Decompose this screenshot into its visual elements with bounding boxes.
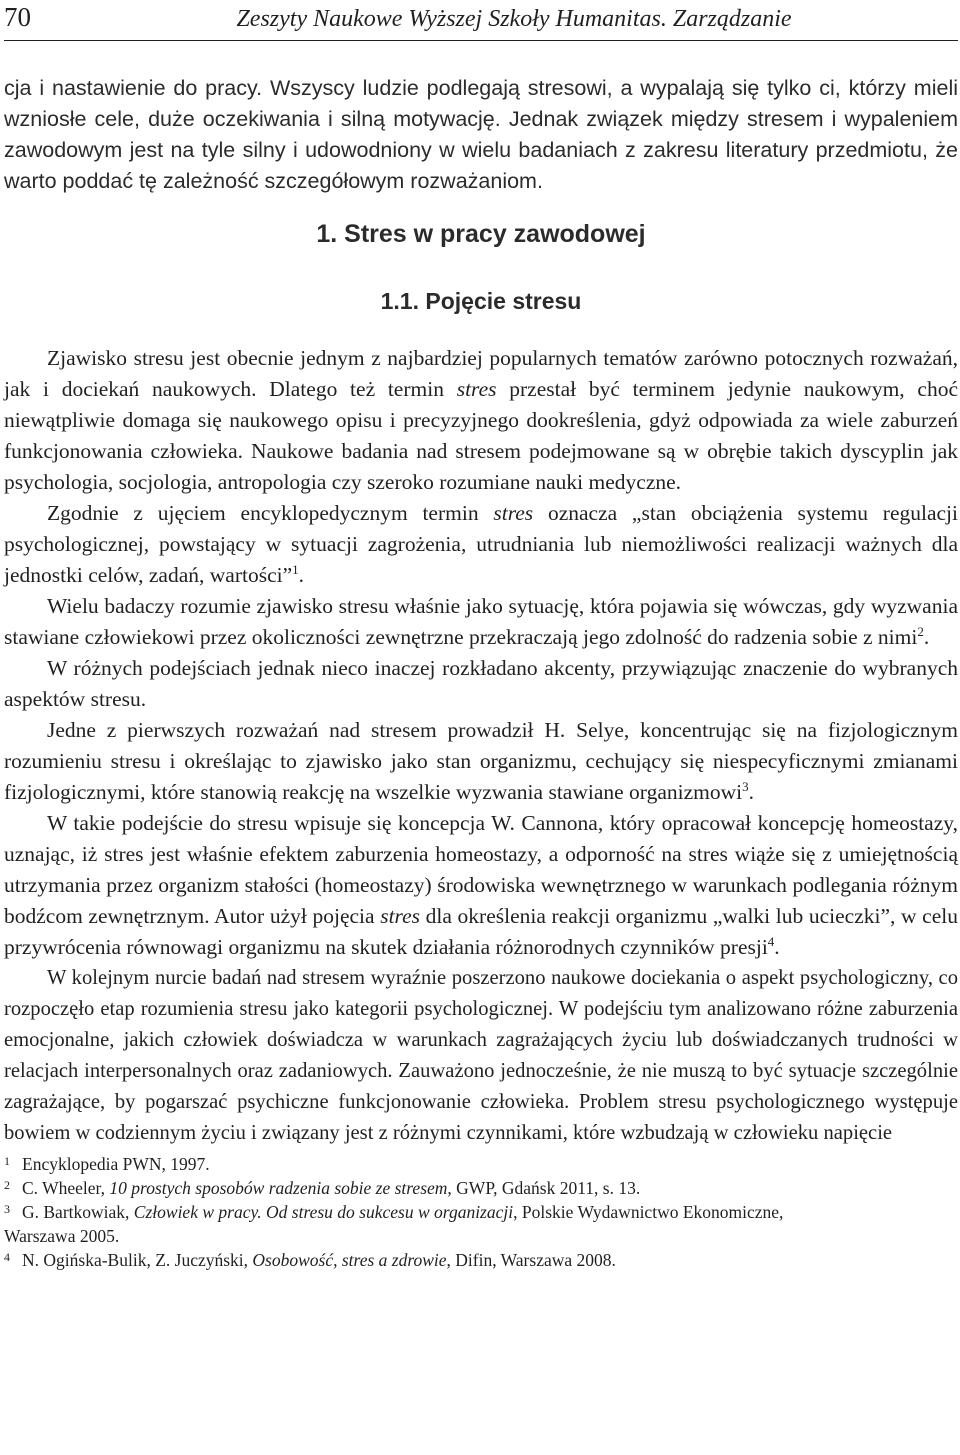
paragraph-3: Wielu badaczy rozumie zjawisko stresu właśnie jako sytuację, która pojawia się wówczas, gdy wyzwania stawiane człowiekowi przez okoliczności zewnętrzne przekraczają jego zdolność do radzenia sobie z nimi$^2$. xyxy=(4,594,958,649)
term-stres: stres xyxy=(380,904,421,928)
paragraph-6: W takie podejście do stresu wpisuje się koncepcja W. Cannona, który opracował koncepcję homeostazy, uznając, iż stres jest właśnie efektem zaburzenia homeostazy, a odporność na stres wiąże się z umiejętnością utrzymania przez organizm stałości (homeostazy) środowiska wewnętrznego w warunkach podlegania różnym bodźcom zewnętrznym. Autor użył pojęcia stres dla określenia reakcji organizmu „walki lub ucieczki”, w celu przywrócenia równowagi organizmu na skutek działania różnorodnych czynników presji$^4$. xyxy=(4,811,958,959)
footnote-number: 1 xyxy=(4,1154,10,1168)
footnotes xyxy=(4,1152,958,1272)
paragraph-4: W różnych podejściach jednak nieco inaczej rozkładano akcenty, przywiązując znaczenie do wybranych aspektów stresu. xyxy=(4,656,958,711)
intro-paragraph: cja i nastawienie do pracy. Wszyscy ludzie podlegają stresowi, a wypalają się tylko ci, którzy mieli wzniosłe cele, duże oczekiwania i silną motywację. Jednak związek między stresem i wypaleniem zawodowym jest na tyle silny i udowodniony w wielu badaniach z zakresu literatury przedmiotu, że warto poddać tę zależność szczegółowym rozważaniom. xyxy=(4,76,958,193)
cited-title: Osobowość, stres a zdrowie xyxy=(252,1250,447,1270)
footnote-ref-1: 1 xyxy=(292,561,299,577)
cited-title: Człowiek w pracy. Od stresu do sukcesu w organizacji xyxy=(133,1202,514,1222)
footnote-number: 3 xyxy=(4,1202,10,1216)
paragraph-2: Zgodnie z ujęciem encyklopedycznym termin stres oznacza „stan obciążenia systemu regulacji psychologicznej, powstający w sytuacji zagrożenia, utrudniania lub niemożliwości realizacji ważnych dla jednostki celów, zadań, wartości”$^1$. xyxy=(4,501,958,587)
footnote-4: 4 N. Ogińska-Bulik, Z. Juczyński, Osobowość, stres a zdrowie, Difin, Warszawa 2008. xyxy=(4,1250,616,1270)
footnote-1: 1 Encyklopedia PWN, 1997. xyxy=(4,1154,210,1174)
paragraph-5: Jedne z pierwszych rozważań nad stresem prowadził H. Selye, koncentrując się na fizjologicznym rozumieniu stresu i określając to zjawisko jako stan organizmu, cechujący się niespecyficznymi zmianami fizjologicznymi, które stanowią reakcję na wszelkie wyzwania stawiane organizmowi$^3$. xyxy=(4,718,958,804)
journal-title: Zeszyty Naukowe Wyższej Szkoły Humanitas. Zarządzanie xyxy=(236,6,792,32)
paragraph-7: W kolejnym nurcie badań nad stresem wyraźnie poszerzono naukowe dociekania o aspekt psychologiczny, co rozpoczęło etap rozumienia stresu jako kategorii psychologicznej. W podejściu tym analizowano różne zaburzenia emocjonalne, jakich człowiek doświadcza w warunkach zagrażających życiu lub doświadczanych trudności w relacjach interpersonalnych oraz zadaniowych. Zauważono jednocześnie, że nie muszą to być sytuacje szczególnie zagrażające, by pogarszać psychiczne funkcjonowanie człowieka. Problem stresu psychologicznego występuje bowiem w codziennym życiu i związany jest z różnymi czynnikami, które wzbudzają w człowieku napięcie xyxy=(4,967,958,1144)
footnote-ref-4: 4 xyxy=(767,933,775,949)
subsection-heading: 1.1. Pojęcie stresu xyxy=(380,288,582,314)
footnote-ref-3: 3 xyxy=(742,778,749,794)
footnote-number: 4 xyxy=(4,1250,10,1264)
footnote-3-continuation: Warszawa 2005. xyxy=(4,1226,120,1246)
footnote-number: 2 xyxy=(4,1178,10,1192)
section-heading: 1. Stres w pracy zawodowej xyxy=(316,220,646,248)
page-number: 70 xyxy=(4,2,31,32)
body-text-upper xyxy=(4,343,958,963)
footnote-2: 2 C. Wheeler, 10 prostych sposobów radzenia sobie ze stresem, GWP, Gdańsk 2011, s. 13. xyxy=(4,1178,641,1198)
footnote-ref-2: 2 xyxy=(917,623,924,639)
intro-text xyxy=(4,73,958,197)
paragraph-1: Zjawisko stresu jest obecnie jednym z najbardziej popularnych tematów zarówno potocznych rozważań, jak i dociekań naukowych. Dlatego też termin stres przestał być terminem jedynie naukowym, choć niewątpliwie domaga się naukowego opisu i precyzyjnego dookreślenia, gdyż odpowiada za wiele zaburzeń funkcjonowania człowieka. Naukowe badania nad stresem podejmowane są w obrębie takich dyscyplin jak psychologia, socjologia, antropologia czy szeroko rozumiane nauki medyczne. xyxy=(4,346,958,494)
body-text-lower xyxy=(4,963,958,1149)
term-stres: stres xyxy=(456,377,497,401)
cited-title: 10 prostych sposobów radzenia sobie ze stresem xyxy=(109,1178,448,1198)
running-header xyxy=(4,0,958,41)
footnote-3: 3 G. Bartkowiak, Człowiek w pracy. Od stresu do sukcesu w organizacji, Polskie Wydawnictwo Ekonomiczne, xyxy=(4,1202,784,1222)
term-stres: stres xyxy=(493,501,534,525)
